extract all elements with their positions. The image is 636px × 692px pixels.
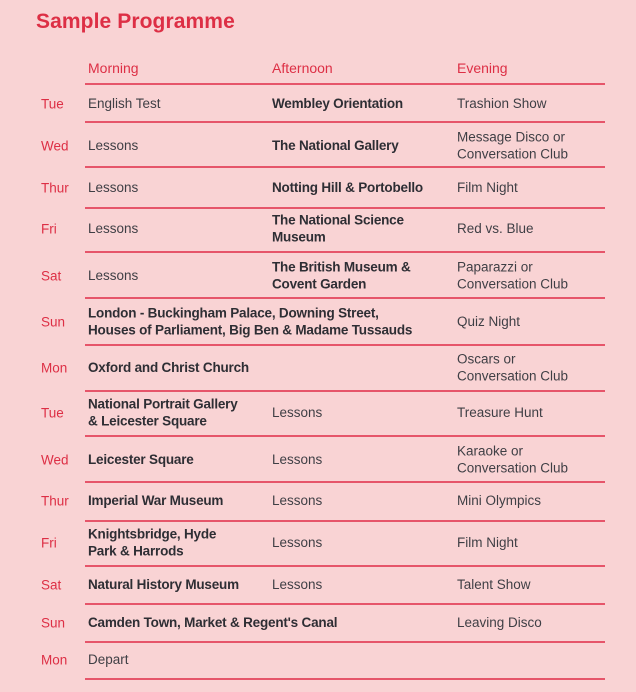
day-label: Sat xyxy=(41,577,62,593)
evening-activity: Treasure Hunt xyxy=(457,404,543,420)
evening-activity: Red vs. Blue xyxy=(457,220,534,236)
row-divider xyxy=(85,251,605,253)
day-label: Tue xyxy=(41,405,64,421)
row-divider xyxy=(85,83,605,85)
morning-activity: Oxford and Christ Church xyxy=(88,359,249,375)
afternoon-activity: Lessons xyxy=(272,451,323,467)
evening-activity: Talent Show xyxy=(457,576,531,592)
row-divider xyxy=(85,297,605,299)
header-evening: Evening xyxy=(457,60,508,76)
day-label: Tue xyxy=(41,96,64,112)
morning-activity: English Test xyxy=(88,95,161,111)
morning-activity: Natural History Museum xyxy=(88,576,239,592)
day-label: Wed xyxy=(41,452,69,468)
row-divider xyxy=(85,121,605,123)
day-label: Sat xyxy=(41,268,62,284)
evening-activity: Oscars or Conversation Club xyxy=(457,351,569,383)
row-divider xyxy=(85,344,605,346)
day-label: Wed xyxy=(41,138,69,154)
afternoon-activity: Lessons xyxy=(272,492,323,508)
page-title: Sample Programme xyxy=(36,10,235,33)
morning-activity: Imperial War Museum xyxy=(88,492,224,508)
afternoon-activity: Notting Hill & Portobello xyxy=(272,179,423,195)
afternoon-activity: Wembley Orientation xyxy=(272,95,403,111)
evening-activity: Mini Olympics xyxy=(457,492,542,508)
morning-activity: Depart xyxy=(88,651,129,667)
day-label: Fri xyxy=(41,535,57,551)
morning-activity: Knightsbridge, Hyde Park & Harrods xyxy=(88,526,217,558)
row-divider xyxy=(85,520,605,522)
afternoon-activity: The British Museum & Covent Garden xyxy=(272,259,411,291)
evening-activity: Leaving Disco xyxy=(457,614,542,630)
morning-activity: National Portrait Gallery & Leicester Square xyxy=(88,396,238,428)
row-divider xyxy=(85,603,605,605)
afternoon-activity: The National Science Museum xyxy=(272,212,404,244)
afternoon-activity: Lessons xyxy=(272,576,323,592)
row-divider xyxy=(85,678,605,680)
header-afternoon: Afternoon xyxy=(272,60,333,76)
morning-activity: Lessons xyxy=(88,179,139,195)
day-label: Mon xyxy=(41,652,68,668)
row-divider xyxy=(85,435,605,437)
row-divider xyxy=(85,390,605,392)
afternoon-activity: Lessons xyxy=(272,534,323,550)
day-label: Thur xyxy=(41,493,69,509)
evening-activity: Paparazzi or Conversation Club xyxy=(457,259,569,291)
evening-activity: Film Night xyxy=(457,179,518,195)
afternoon-activity: The National Gallery xyxy=(272,137,399,153)
header-morning: Morning xyxy=(88,60,139,76)
day-label: Mon xyxy=(41,360,68,376)
morning-activity: Lessons xyxy=(88,220,139,236)
evening-activity: Message Disco or Conversation Club xyxy=(457,129,569,161)
day-label: Thur xyxy=(41,180,69,196)
morning-activity: London - Buckingham Palace, Downing Street, Houses of Parliament, Big Ben & Madame Tussauds xyxy=(88,305,413,337)
evening-activity: Trashion Show xyxy=(457,95,547,111)
row-divider xyxy=(85,481,605,483)
morning-activity: Camden Town, Market & Regent's Canal xyxy=(88,614,338,630)
row-divider xyxy=(85,207,605,209)
afternoon-activity: Lessons xyxy=(272,404,323,420)
day-label: Sun xyxy=(41,615,66,631)
row-divider xyxy=(85,641,605,643)
evening-activity: Film Night xyxy=(457,534,518,550)
morning-activity: Lessons xyxy=(88,137,139,153)
evening-activity: Karaoke or Conversation Club xyxy=(457,443,569,475)
morning-activity: Leicester Square xyxy=(88,451,194,467)
day-label: Fri xyxy=(41,221,57,237)
row-divider xyxy=(85,166,605,168)
row-divider xyxy=(85,565,605,567)
day-label: Sun xyxy=(41,314,66,330)
morning-activity: Lessons xyxy=(88,267,139,283)
evening-activity: Quiz Night xyxy=(457,313,521,329)
